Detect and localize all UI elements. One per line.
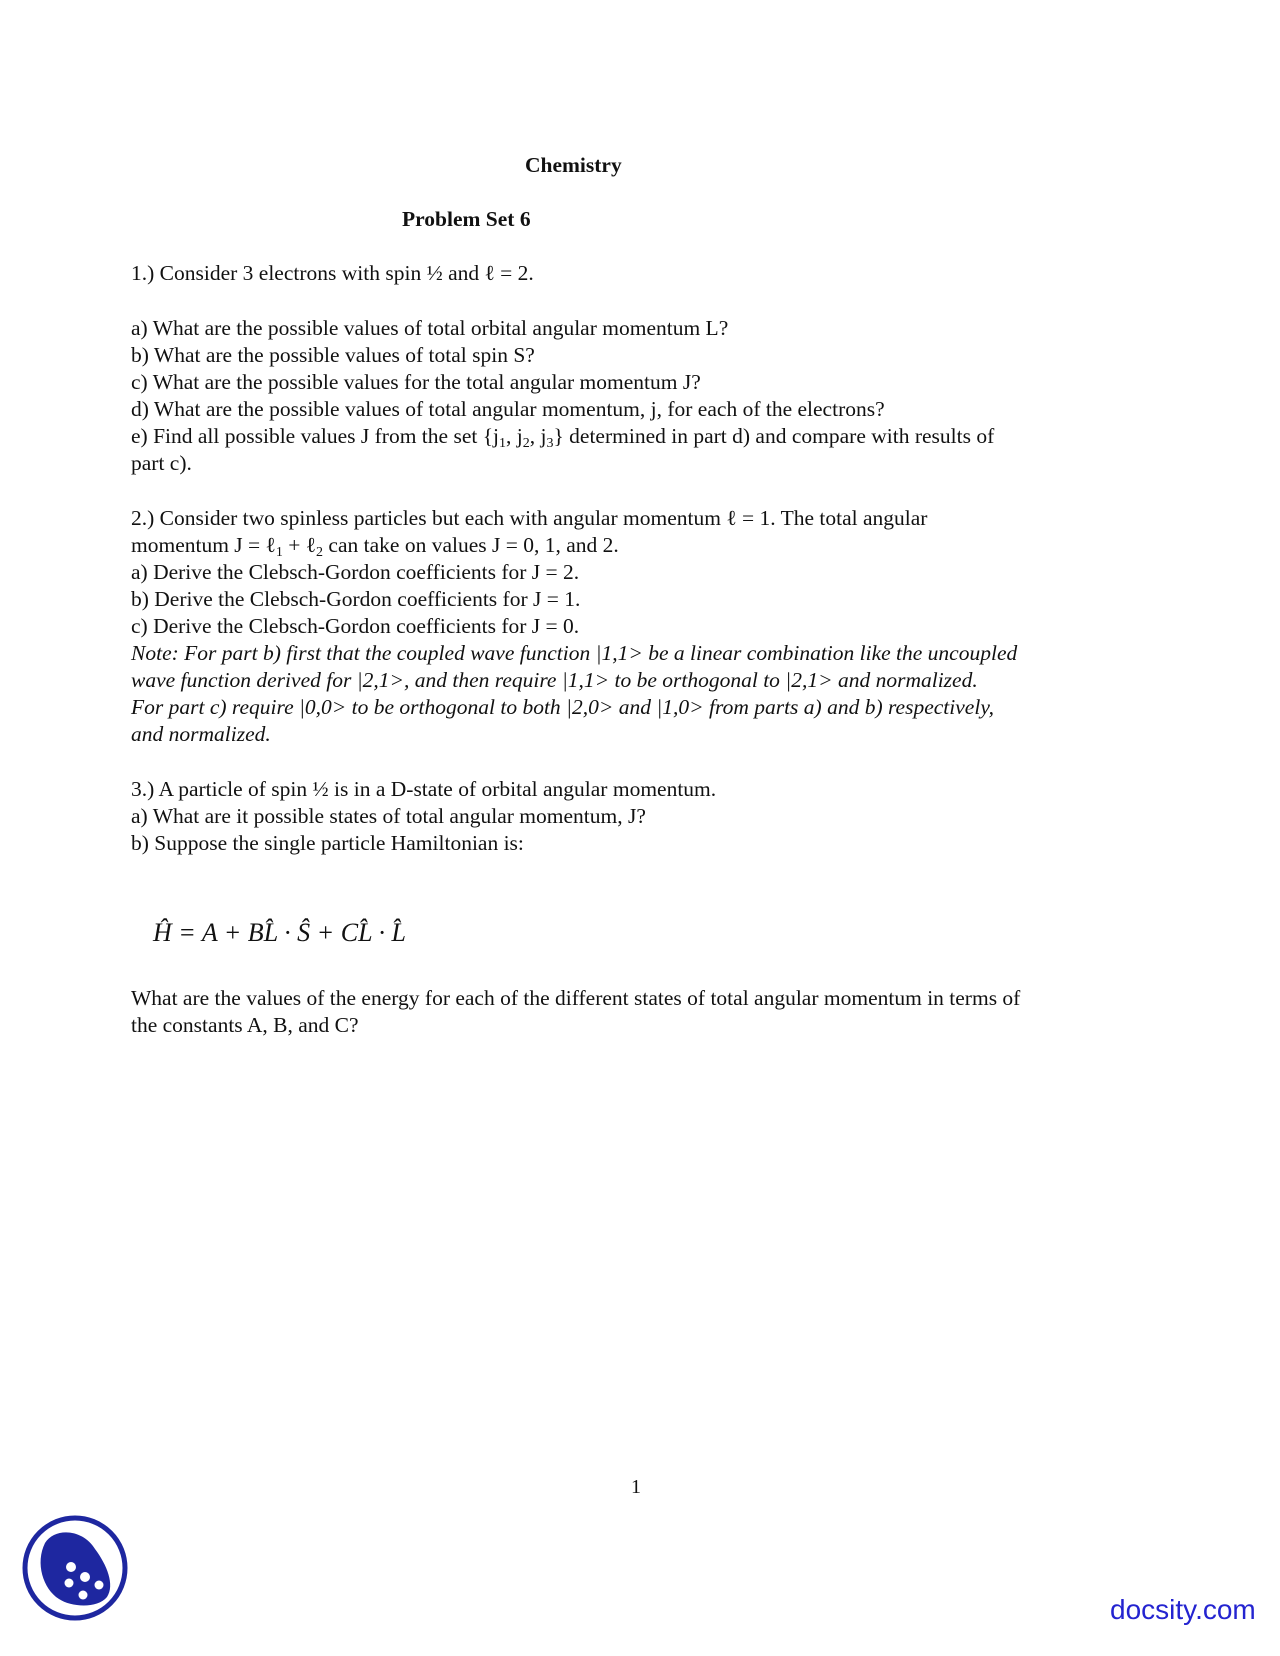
q1-intro: 1.) Consider 3 electrons with spin ½ and ℓ = 2. [131,261,534,285]
q2-intro: 2.) Consider two spinless particles but each with angular momentum ℓ = 1. The total angular [131,506,928,530]
q3-intro: 3.) A particle of spin ½ is in a D-state of orbital angular momentum. [131,777,717,801]
q2-note-line: Note: For part b) first that the coupled wave function |1,1> be a linear combination like the uncoupled [131,641,1018,665]
docsity-brand-link[interactable]: docsity.com [1110,1594,1256,1625]
problem-set-subtitle: Problem Set 6 [402,207,531,231]
q3-question: What are the values of the energy for each of the different states of total angular momentum in terms of [131,986,1021,1010]
q2-note-line: For part c) require |0,0> to be orthogonal to both |2,0> and |1,0> from parts a) and b) respectively, [131,695,995,719]
docsity-logo-icon[interactable] [21,1513,129,1623]
q3-part-b: b) Suppose the single particle Hamiltonian is: [131,831,524,855]
q1-part-e: e) Find all possible values J from the set {$j_1$, $j_2$, $j_3$} determined in part d) and compare with results of [131,424,995,451]
q3-part-a: a) What are it possible states of total angular momentum, J? [131,804,646,828]
q2-intro-cont: momentum J = ℓ$_1$ + ℓ$_2$ can take on values J = 0, 1, and 2. [131,533,619,560]
q3-question-cont: the constants A, B, and C? [131,1013,359,1037]
q1-part-a: a) What are the possible values of total orbital angular momentum L? [131,316,729,340]
q1-part-c: c) What are the possible values for the total angular momentum J? [131,370,701,394]
q1-part-b: b) What are the possible values of total spin S? [131,343,535,367]
q2-note-line: wave function derived for |2,1>, and then require |1,1> to be orthogonal to |2,1> and normalized. [131,668,978,692]
q1-part-e-cont: part c). [131,451,192,475]
q1-part-d: d) What are the possible values of total angular momentum, j, for each of the electrons? [131,397,885,421]
hamiltonian-equation: Ĥ = A + BL̂ · Ŝ + CL̂ · L̂ [153,918,407,947]
page-title: Chemistry [525,153,622,177]
page-number: 1 [631,1476,641,1498]
q2-part-c: c) Derive the Clebsch-Gordon coefficients for J = 0. [131,614,580,638]
q2-part-a: a) Derive the Clebsch-Gordon coefficients for J = 2. [131,560,580,584]
q2-part-b: b) Derive the Clebsch-Gordon coefficients for J = 1. [131,587,581,611]
q2-note-line: and normalized. [131,722,271,746]
